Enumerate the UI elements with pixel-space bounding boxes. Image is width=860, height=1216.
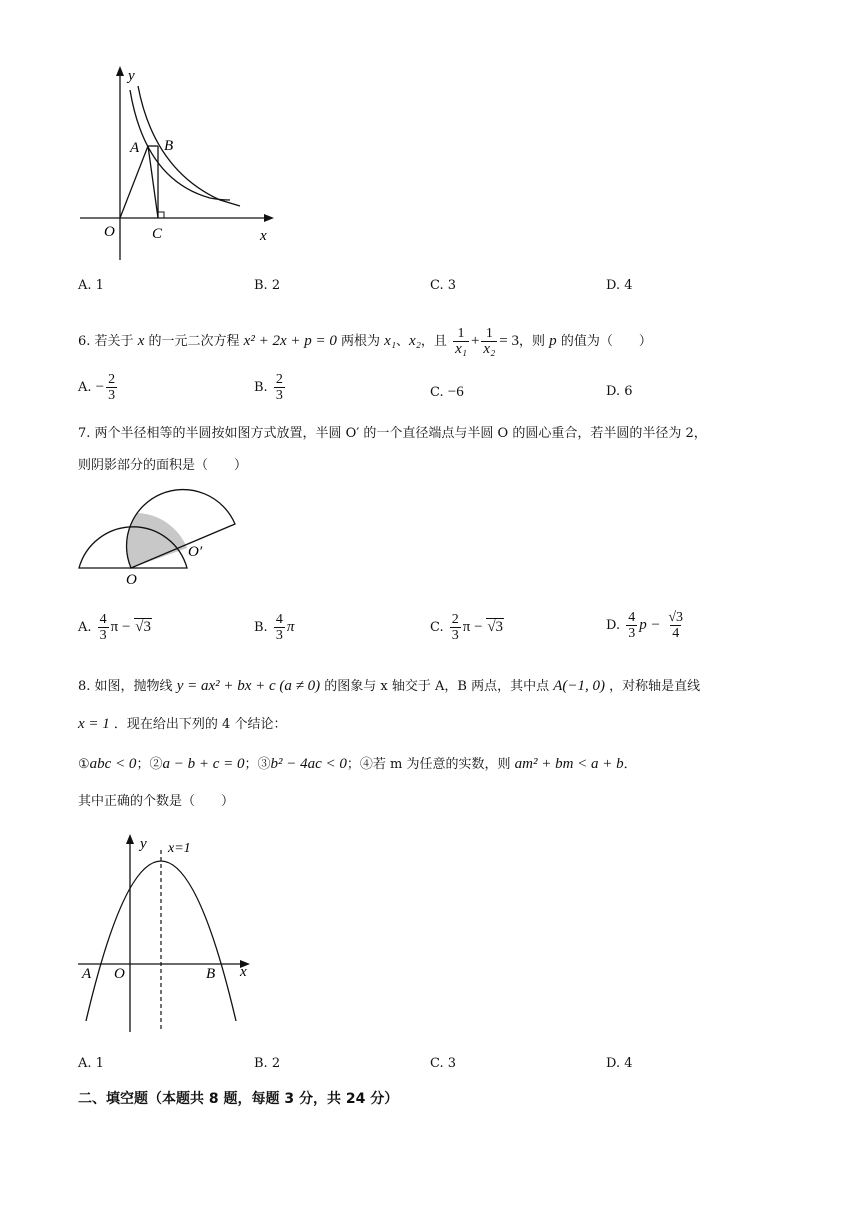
label-y: y [128,68,135,84]
parabola-figure [72,826,262,1036]
label-A: A [82,966,92,982]
q8-line4: 其中正确的个数是（ ） [78,794,235,809]
q5-option-a[interactable]: A. 1 [78,278,104,293]
section-heading: 二、填空题（本题共 8 题，每题 3 分，共 24 分） [78,1091,399,1107]
hyperbola-figure [70,60,290,270]
q8-option-c[interactable]: C. 3 [430,1056,457,1071]
q5-option-d[interactable]: D. 4 [606,278,633,293]
q6-option-d[interactable]: D. 6 [606,384,633,399]
q6-option-a[interactable]: A. − $\frac{2}{3}$ [78,372,116,403]
q7-line2: 则阴影部分的面积是（ ） [78,458,248,473]
label-O-prime: O′ [188,544,203,560]
q8-line1: 8. 如图，抛物线 y = ax² + bx + c (a ≠ 0) 的图象与 x 轴交于 A，B 两点，其中点 A(−1, 0) ，对称轴是直线 [78,678,701,694]
q7-option-a[interactable]: A. $\frac{4}{3}$ π − √3 [78,612,151,643]
q8-line2: x = 1 ．现在给出下列的 4 个结论： [78,716,287,732]
q7-option-b[interactable]: B. $\frac{4}{3}$ π [254,612,295,643]
q5-option-b[interactable]: B. 2 [254,278,281,293]
q6-stem: 6. 若关于 x 的一元二次方程 x² + 2x + p = 0 两根为 x₁、x₂，且 $\frac{1}{\text{x₁}}$ + $\frac{1}{\text{x₂}}$ = 3，则 p 的值为（ ） [78,326,652,357]
q8-option-d[interactable]: D. 4 [606,1056,633,1071]
q5-option-c[interactable]: C. 3 [430,278,457,293]
label-x: x [240,964,247,980]
label-O: O [114,966,125,982]
q8-option-b[interactable]: B. 2 [254,1056,281,1071]
q8-option-a[interactable]: A. 1 [78,1056,104,1071]
q6-option-b[interactable]: B. $\frac{2}{3}$ [254,372,283,403]
q7-line1: 7. 两个半径相等的半圆按如图方式放置，半圆 O′ 的一个直径端点与半圆 O 的圆心重合，若半圆的半径为 2， [78,426,707,441]
label-x: x [260,228,267,244]
label-O: O [104,224,115,240]
label-B: B [206,966,216,982]
label-A: A [130,140,140,156]
label-y: y [140,836,147,852]
label-axis: x=1 [168,841,191,856]
label-O: O [126,572,137,586]
q7-option-d[interactable]: D. $\frac{4}{3}$ p − $\frac{√3}{4}$ [606,610,684,641]
q6-option-c[interactable]: C. −6 [430,384,464,400]
label-B: B [164,138,174,154]
semicircles-figure [74,486,254,586]
label-C: C [152,226,163,242]
q7-option-c[interactable]: C. $\frac{2}{3}$ π − √3 [430,612,504,643]
q8-conclusions: ①abc < 0；②a − b + c = 0；③b² − 4ac < 0；④若 m 为任意的实数，则 am² + bm < a + b． [78,756,637,772]
